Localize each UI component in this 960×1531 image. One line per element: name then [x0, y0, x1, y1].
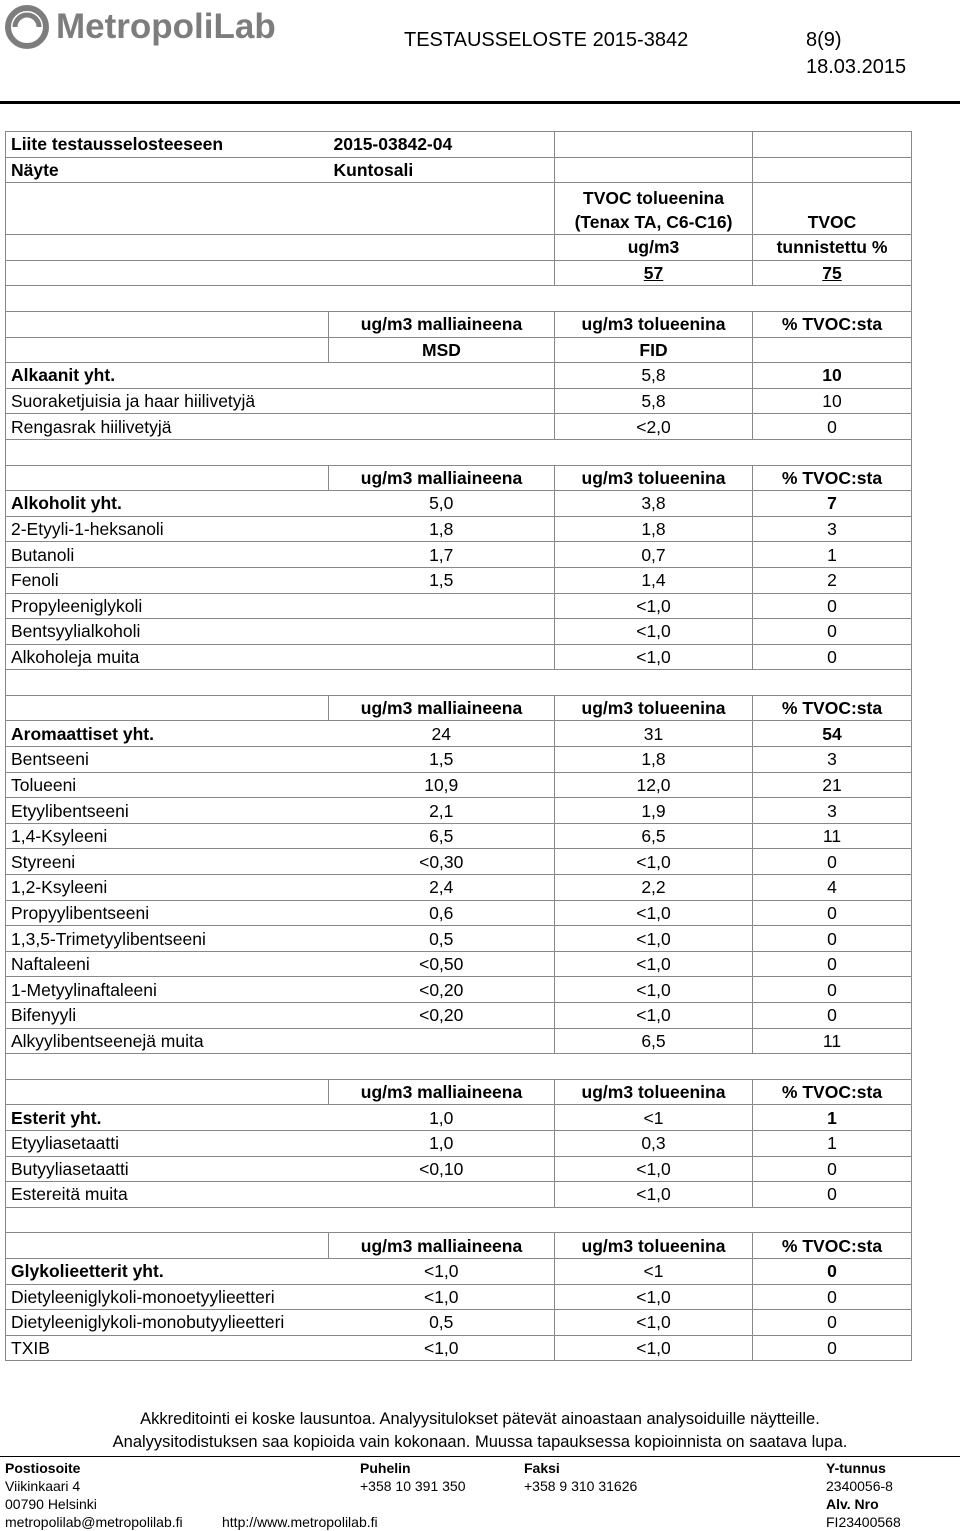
- company-logo: [5, 4, 276, 50]
- column-header-row: [6, 695, 912, 721]
- compound-name: Dietyleeniglykoli-monobutyylieetteri: [6, 1310, 329, 1336]
- compound-tolu: <1,0: [555, 849, 753, 875]
- group-total-pct: 7: [753, 491, 912, 517]
- spacer-cell: [6, 439, 912, 465]
- compound-tolu: <1,0: [555, 1156, 753, 1182]
- compound-tolu: 1,4: [555, 567, 753, 593]
- compound-row: [6, 644, 912, 670]
- unit-row: [6, 235, 912, 261]
- compound-tolu: <1,0: [555, 900, 753, 926]
- group-total-pct: 10: [753, 363, 912, 389]
- compound-tolu: 5,8: [555, 388, 753, 414]
- compound-pct: 0: [753, 1284, 912, 1310]
- group-total-malli: <1,0: [329, 1258, 555, 1284]
- footer-fax: [524, 1459, 637, 1495]
- phone: +358 10 391 350: [360, 1478, 466, 1494]
- group-total-row: [6, 491, 912, 517]
- compound-tolu: <1,0: [555, 1310, 753, 1336]
- compound-name: 1,2-Ksyleeni: [6, 875, 329, 901]
- compound-name: Styreeni: [6, 849, 329, 875]
- compound-malli: 6,5: [329, 823, 555, 849]
- compound-malli: 1,5: [329, 567, 555, 593]
- group-total-name: Aromaattiset yht.: [6, 721, 329, 747]
- header-malli: ug/m3 malliaineena: [329, 695, 555, 721]
- tvoc-identified-unit: tunnistettu %: [753, 235, 912, 261]
- spacer-row: [6, 1207, 912, 1233]
- alv-label: Alv. Nro: [826, 1496, 879, 1512]
- compound-row: [6, 1028, 912, 1054]
- compound-row: [6, 414, 912, 440]
- header-malli: ug/m3 malliaineena: [329, 1079, 555, 1105]
- tvoc-toluene-header: [555, 183, 753, 235]
- compound-name: Etyyliasetaatti: [6, 1130, 329, 1156]
- compound-malli: <0,50: [329, 951, 555, 977]
- compound-malli: <0,20: [329, 1003, 555, 1029]
- attachment-value: 2015-03842-04: [329, 132, 555, 158]
- compound-name: Bentseeni: [6, 747, 329, 773]
- compound-malli: 1,8: [329, 516, 555, 542]
- compound-row: [6, 772, 912, 798]
- ytunnus: 2340056-8: [826, 1478, 893, 1494]
- header-pct: % TVOC:sta: [753, 1233, 912, 1259]
- column-header-row: [6, 1233, 912, 1259]
- metropolilab-logo-icon: [5, 5, 49, 49]
- sample-value: Kuntosali: [329, 157, 555, 183]
- compound-name: 1,4-Ksyleeni: [6, 823, 329, 849]
- footer-web: [222, 1513, 378, 1531]
- compound-name: Butyyliasetaatti: [6, 1156, 329, 1182]
- detector-empty-cell: [6, 337, 329, 363]
- compound-name: Fenoli: [6, 567, 329, 593]
- spacer-row: [6, 1054, 912, 1080]
- compound-name: Estereitä muita: [6, 1182, 329, 1208]
- spacer-row: [6, 670, 912, 696]
- detector-empty-cell-2: [753, 337, 912, 363]
- compound-row: [6, 1310, 912, 1336]
- detector-row: [6, 337, 912, 363]
- web-link[interactable]: http://www.metropolilab.fi: [222, 1514, 378, 1530]
- compound-malli: [329, 1028, 555, 1054]
- copy-note: Analyysitodistuksen saa kopioida vain kokonaan. Muussa tapauksessa kopioinnista on saatava lupa.: [112, 1433, 848, 1451]
- compound-row: [6, 542, 912, 568]
- group-total-pct: 54: [753, 721, 912, 747]
- compound-tolu: 1,8: [555, 516, 753, 542]
- compound-malli: 1,7: [329, 542, 555, 568]
- compound-tolu: <1,0: [555, 1003, 753, 1029]
- compound-tolu: 1,8: [555, 747, 753, 773]
- compound-pct: 0: [753, 414, 912, 440]
- tvoc-identified-value: 75: [753, 260, 912, 286]
- compound-tolu: 1,9: [555, 798, 753, 824]
- compound-row: [6, 823, 912, 849]
- compound-tolu: <1,0: [555, 619, 753, 645]
- compound-malli: 2,1: [329, 798, 555, 824]
- compound-tolu: 6,5: [555, 823, 753, 849]
- report-date: 18.03.2015: [806, 56, 907, 78]
- header-pct: % TVOC:sta: [753, 1079, 912, 1105]
- compound-name: Etyylibentseeni: [6, 798, 329, 824]
- compound-name: Rengasrak hiilivetyjä: [6, 414, 329, 440]
- sample-row: [6, 157, 912, 183]
- header-malli: ug/m3 malliaineena: [329, 311, 555, 337]
- report-title: TESTAUSSELOSTE 2015-3842: [404, 29, 689, 51]
- header-empty-cell: [6, 1079, 329, 1105]
- tvoc-header: TVOC: [753, 183, 912, 235]
- results-table: [5, 131, 912, 1361]
- header-malli: ug/m3 malliaineena: [329, 465, 555, 491]
- compound-malli: 10,9: [329, 772, 555, 798]
- header-malli: ug/m3 malliaineena: [329, 1233, 555, 1259]
- compound-pct: 0: [753, 619, 912, 645]
- tvoc-toluene-value: 57: [555, 260, 753, 286]
- group-total-malli: 5,0: [329, 491, 555, 517]
- spacer-cell: [6, 1054, 912, 1080]
- column-header-row: [6, 465, 912, 491]
- ytunnus-label: Y-tunnus: [826, 1460, 886, 1476]
- compound-name: TXIB: [6, 1335, 329, 1361]
- compound-malli: 1,5: [329, 747, 555, 773]
- compound-name: 1,3,5-Trimetyylibentseeni: [6, 926, 329, 952]
- compound-pct: 0: [753, 644, 912, 670]
- compound-name: Dietyleeniglykoli-monoetyylieetteri: [6, 1284, 329, 1310]
- tvoc-unit: ug/m3: [555, 235, 753, 261]
- compound-tolu: <1,0: [555, 951, 753, 977]
- compound-pct: 0: [753, 593, 912, 619]
- compound-row: [6, 747, 912, 773]
- header-rule: [0, 101, 960, 104]
- compound-name: Butanoli: [6, 542, 329, 568]
- compound-pct: 3: [753, 516, 912, 542]
- compound-malli: [329, 414, 555, 440]
- compound-malli: <0,30: [329, 849, 555, 875]
- compound-row: [6, 619, 912, 645]
- compound-name: 2-Etyyli-1-heksanoli: [6, 516, 329, 542]
- tvoc-toluene-header-line2: (Tenax TA, C6-C16): [574, 212, 733, 233]
- compound-row: [6, 900, 912, 926]
- compound-malli: 1,0: [329, 1130, 555, 1156]
- compound-name: Bifenyyli: [6, 1003, 329, 1029]
- compound-row: [6, 977, 912, 1003]
- group-total-name: Esterit yht.: [6, 1105, 329, 1131]
- compound-pct: 3: [753, 798, 912, 824]
- group-total-pct: 1: [753, 1105, 912, 1131]
- compound-pct: 0: [753, 849, 912, 875]
- compound-tolu: <1,0: [555, 1182, 753, 1208]
- compound-pct: 0: [753, 1182, 912, 1208]
- header-tolu: ug/m3 tolueenina: [555, 465, 753, 491]
- header-tolu: ug/m3 tolueenina: [555, 311, 753, 337]
- compound-malli: [329, 593, 555, 619]
- group-total-malli: 1,0: [329, 1105, 555, 1131]
- compound-row: [6, 849, 912, 875]
- tvoc-value-row: [6, 260, 912, 286]
- compound-pct: 0: [753, 1310, 912, 1336]
- accreditation-note: Akkreditointi ei koske lausuntoa. Analyysitulokset pätevät ainoastaan analysoiduille näytteille.: [140, 1410, 820, 1428]
- group-total-pct: 0: [753, 1258, 912, 1284]
- compound-pct: 0: [753, 1156, 912, 1182]
- compound-name: 1-Metyylinaftaleeni: [6, 977, 329, 1003]
- attachment-row: [6, 132, 912, 158]
- header-tolu: ug/m3 tolueenina: [555, 695, 753, 721]
- compound-row: [6, 1003, 912, 1029]
- group-total-tolu: 3,8: [555, 491, 753, 517]
- compound-pct: 3: [753, 747, 912, 773]
- compound-malli: <1,0: [329, 1335, 555, 1361]
- compound-tolu: <1,0: [555, 644, 753, 670]
- detector-msd: MSD: [329, 337, 555, 363]
- header-pct: % TVOC:sta: [753, 465, 912, 491]
- header-pct: % TVOC:sta: [753, 695, 912, 721]
- compound-pct: 0: [753, 977, 912, 1003]
- group-total-row: [6, 363, 912, 389]
- group-total-name: Glykolieetterit yht.: [6, 1258, 329, 1284]
- compound-row: [6, 516, 912, 542]
- compound-pct: 0: [753, 1003, 912, 1029]
- compound-pct: 10: [753, 388, 912, 414]
- compound-pct: 1: [753, 1130, 912, 1156]
- fax-label: Faksi: [524, 1460, 560, 1476]
- compound-row: [6, 1335, 912, 1361]
- compound-row: [6, 567, 912, 593]
- spacer-row: [6, 439, 912, 465]
- header-tolu: ug/m3 tolueenina: [555, 1079, 753, 1105]
- compound-malli: 0,5: [329, 1310, 555, 1336]
- compound-row: [6, 1156, 912, 1182]
- detector-fid: FID: [555, 337, 753, 363]
- compound-tolu: <1,0: [555, 1335, 753, 1361]
- compound-pct: 0: [753, 926, 912, 952]
- compound-name: Suoraketjuisia ja haar hiilivetyjä: [6, 388, 329, 414]
- street: Viikinkaari 4: [5, 1478, 81, 1494]
- compound-pct: 0: [753, 1335, 912, 1361]
- group-total-tolu: 31: [555, 721, 753, 747]
- compound-name: Bentsyylialkoholi: [6, 619, 329, 645]
- header-pct: % TVOC:sta: [753, 311, 912, 337]
- group-total-name: Alkaanit yht.: [6, 363, 329, 389]
- compound-tolu: <1,0: [555, 1284, 753, 1310]
- footer-company-ids: [826, 1459, 901, 1531]
- group-total-row: [6, 1258, 912, 1284]
- compound-pct: 1: [753, 542, 912, 568]
- spacer-cell: [6, 1207, 912, 1233]
- compound-name: Alkyylibentseenejä muita: [6, 1028, 329, 1054]
- column-header-row: [6, 1079, 912, 1105]
- compound-row: [6, 388, 912, 414]
- compound-malli: [329, 619, 555, 645]
- group-total-malli: 24: [329, 721, 555, 747]
- compound-name: Propyleeniglykoli: [6, 593, 329, 619]
- compound-row: [6, 1130, 912, 1156]
- footer-phone: [360, 1459, 466, 1495]
- compound-malli: 0,5: [329, 926, 555, 952]
- compound-pct: 0: [753, 900, 912, 926]
- group-total-name: Alkoholit yht.: [6, 491, 329, 517]
- page-number: 8(9): [806, 29, 842, 51]
- compound-row: [6, 875, 912, 901]
- group-total-row: [6, 721, 912, 747]
- compound-row: [6, 1182, 912, 1208]
- attachment-label: Liite testausselosteeseen: [6, 132, 329, 158]
- compound-row: [6, 593, 912, 619]
- page-header: [0, 0, 960, 100]
- compound-malli: <0,10: [329, 1156, 555, 1182]
- city: 00790 Helsinki: [5, 1496, 97, 1512]
- header-empty-cell: [6, 695, 329, 721]
- compound-tolu: <1,0: [555, 593, 753, 619]
- logo-text: MetropoliLab: [56, 7, 276, 46]
- compound-tolu: <1,0: [555, 977, 753, 1003]
- compound-malli: 2,4: [329, 875, 555, 901]
- footer-rule: [0, 1456, 960, 1457]
- compound-tolu: <2,0: [555, 414, 753, 440]
- spacer-cell: [6, 670, 912, 696]
- footer-address: [5, 1459, 183, 1531]
- phone-label: Puhelin: [360, 1460, 411, 1476]
- compound-name: Tolueeni: [6, 772, 329, 798]
- compound-tolu: 2,2: [555, 875, 753, 901]
- tvoc-header-row: [6, 183, 912, 235]
- compound-malli: <1,0: [329, 1284, 555, 1310]
- sample-label: Näyte: [6, 157, 329, 183]
- compound-name: Alkoholeja muita: [6, 644, 329, 670]
- compound-name: Propyylibentseeni: [6, 900, 329, 926]
- compound-pct: 21: [753, 772, 912, 798]
- header-empty-cell: [6, 465, 329, 491]
- compound-malli: [329, 1182, 555, 1208]
- group-total-tolu: <1: [555, 1258, 753, 1284]
- compound-malli: 0,6: [329, 900, 555, 926]
- email-link[interactable]: metropolilab@metropolilab.fi: [5, 1514, 183, 1530]
- spacer-row: [6, 286, 912, 312]
- compound-tolu: 0,3: [555, 1130, 753, 1156]
- compound-row: [6, 798, 912, 824]
- compound-row: [6, 1284, 912, 1310]
- compound-pct: 0: [753, 951, 912, 977]
- compound-malli: [329, 388, 555, 414]
- spacer-cell: [6, 286, 912, 312]
- group-total-row: [6, 1105, 912, 1131]
- alv: FI23400568: [826, 1514, 901, 1530]
- compound-malli: [329, 644, 555, 670]
- tvoc-toluene-header-line1: TVOC tolueenina: [583, 188, 724, 209]
- group-total-tolu: <1: [555, 1105, 753, 1131]
- compound-pct: 11: [753, 1028, 912, 1054]
- group-total-tolu: 5,8: [555, 363, 753, 389]
- compound-malli: <0,20: [329, 977, 555, 1003]
- fax: +358 9 310 31626: [524, 1478, 638, 1494]
- compound-pct: 4: [753, 875, 912, 901]
- compound-tolu: <1,0: [555, 926, 753, 952]
- compound-tolu: 6,5: [555, 1028, 753, 1054]
- compound-pct: 11: [753, 823, 912, 849]
- postal-label: Postiosoite: [5, 1460, 81, 1476]
- compound-row: [6, 926, 912, 952]
- column-header-row: [6, 311, 912, 337]
- header-empty-cell: [6, 311, 329, 337]
- compound-row: [6, 951, 912, 977]
- header-tolu: ug/m3 tolueenina: [555, 1233, 753, 1259]
- group-total-malli: [329, 363, 555, 389]
- compound-tolu: 12,0: [555, 772, 753, 798]
- compound-name: Naftaleeni: [6, 951, 329, 977]
- compound-tolu: 0,7: [555, 542, 753, 568]
- header-empty-cell: [6, 1233, 329, 1259]
- compound-pct: 2: [753, 567, 912, 593]
